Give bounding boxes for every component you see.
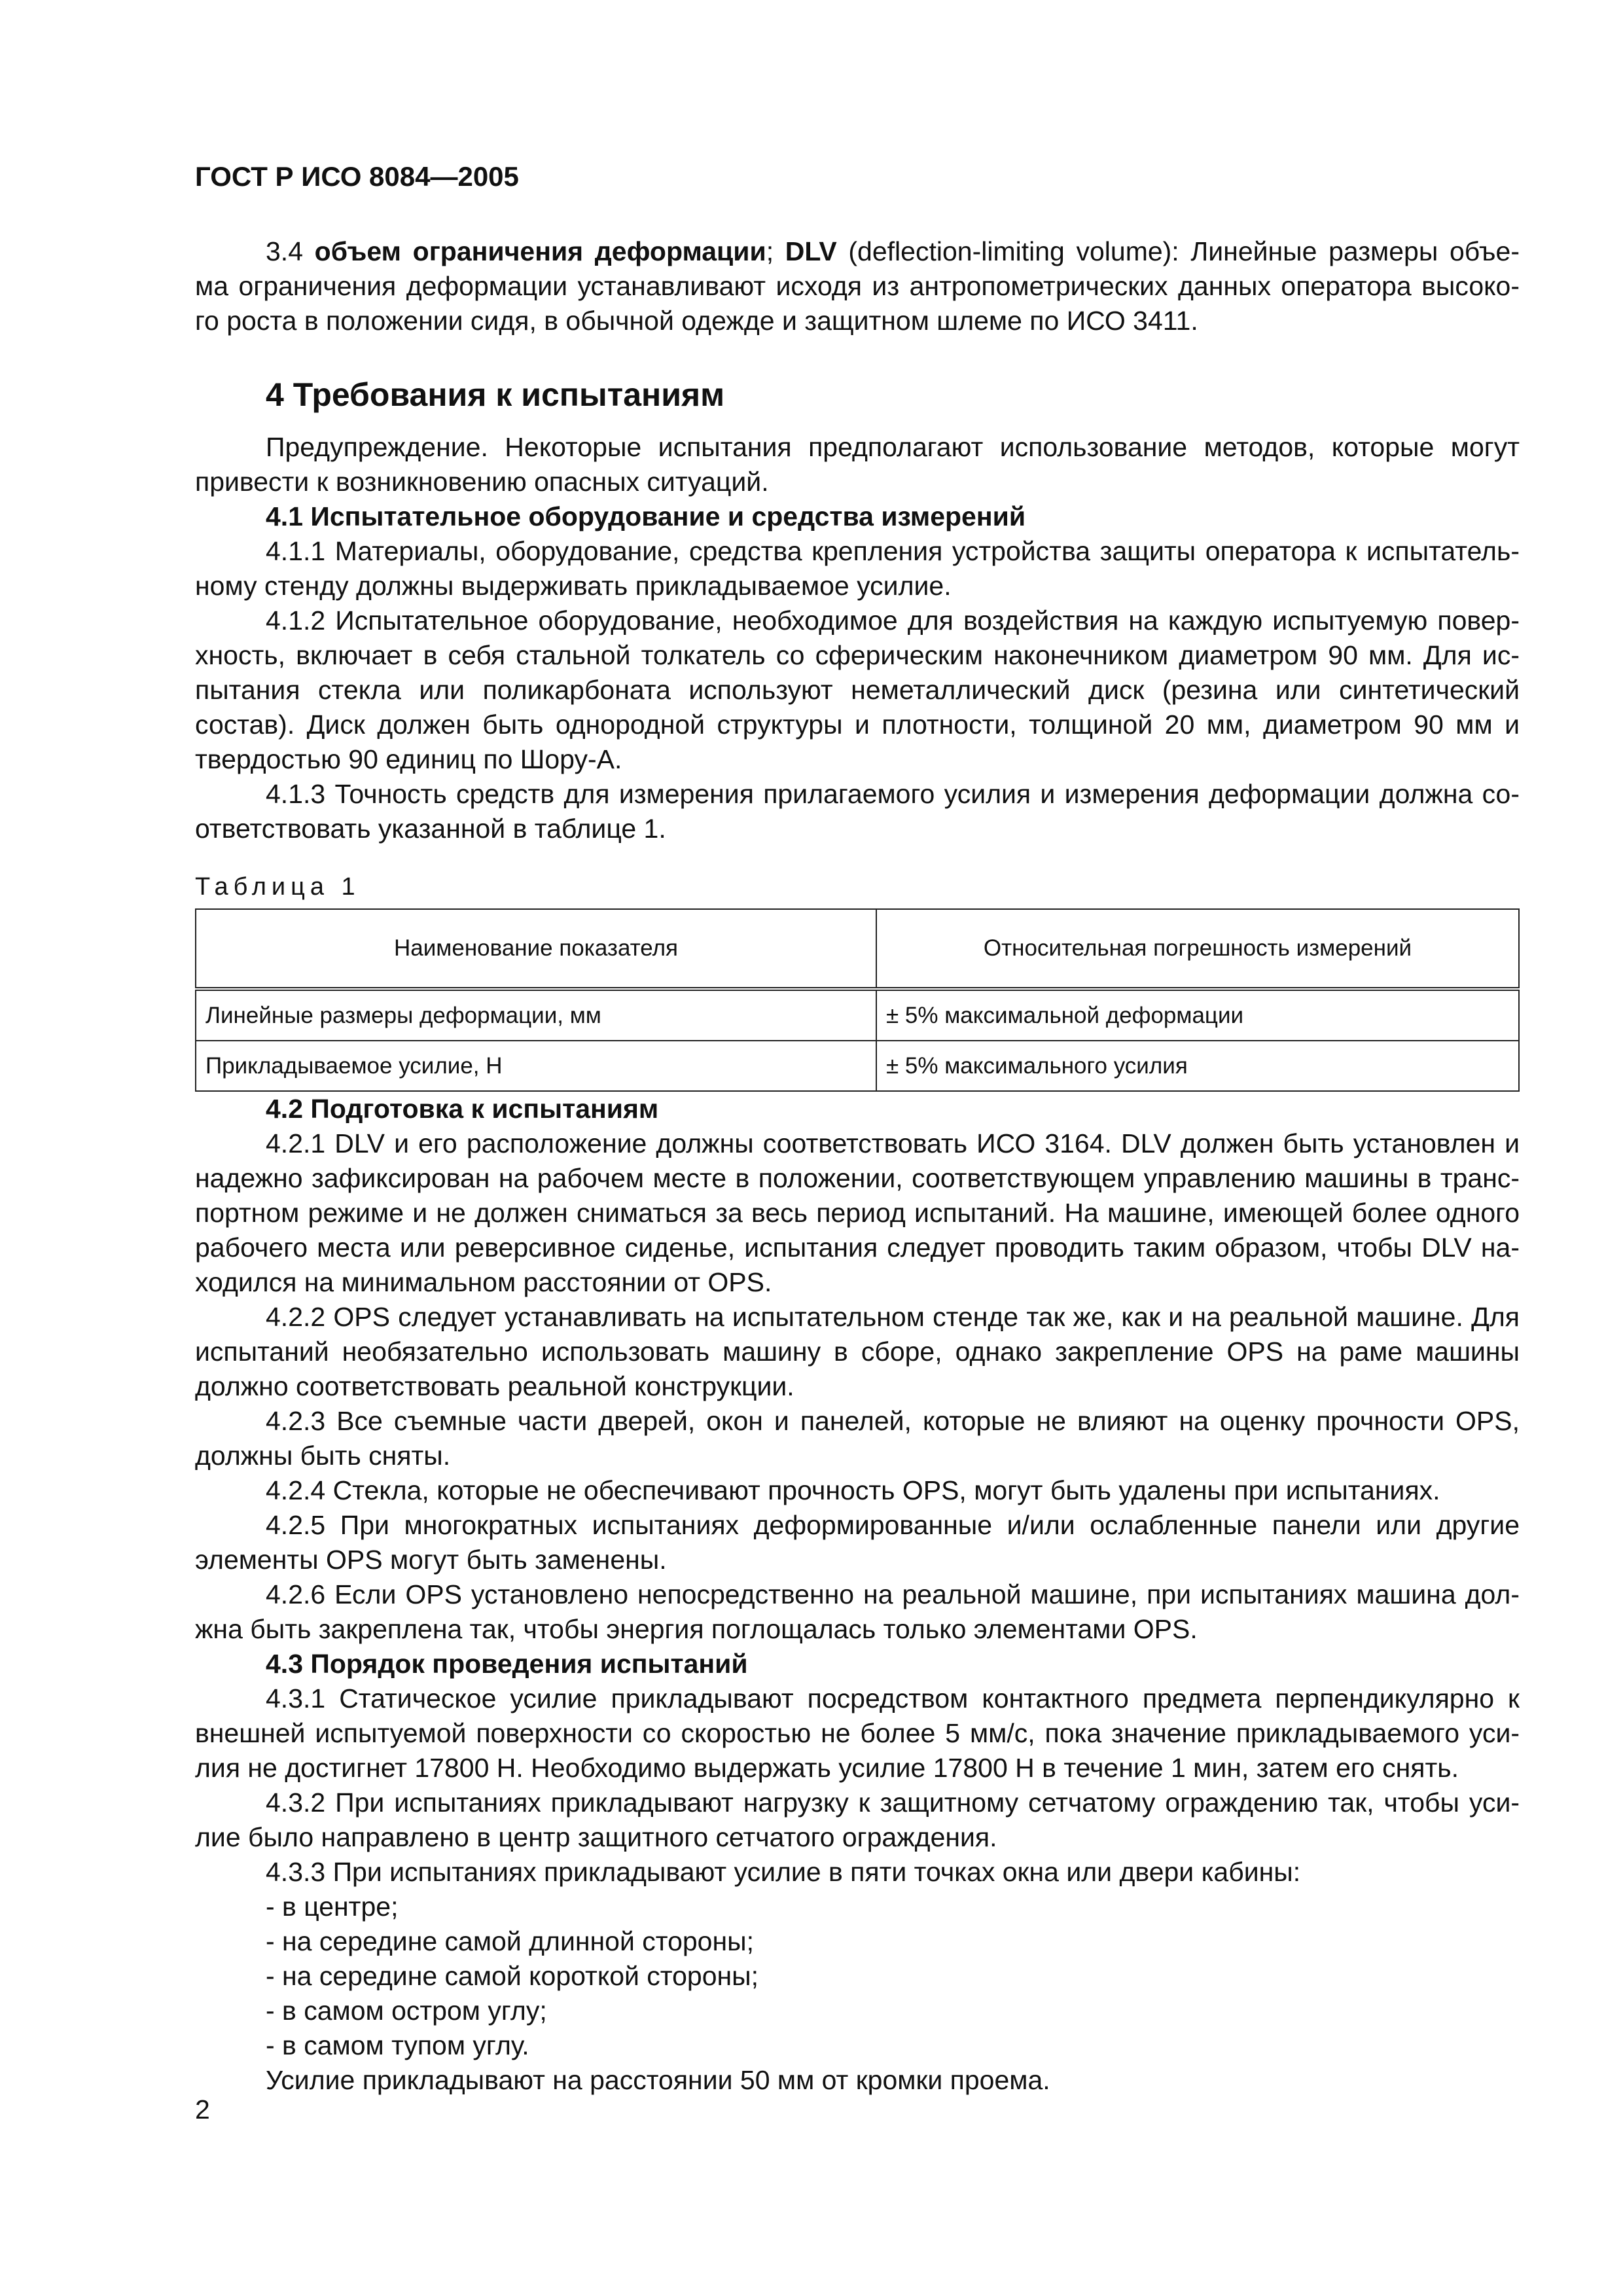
page-number: 2 <box>195 2094 210 2125</box>
separator: ; <box>766 236 785 266</box>
paragraph-line: го роста в положении сидя, в обычной одежде и защитном шлеме по ИСО 3411. <box>195 306 1198 336</box>
list-item: Усилие прикладывают на расстоянии 50 мм от кромки проема. <box>266 2065 1050 2095</box>
definition-start: (deflection-limiting volume): Линейные размеры объе- <box>836 236 1520 266</box>
paragraph-line <box>195 234 1520 269</box>
list-item: - в самом остром углу; <box>266 1996 547 2026</box>
paragraph-line: 4.2.3 Все съемные части дверей, окон и панелей, которые не влияют на оценку прочности OPS, <box>266 1406 1520 1436</box>
subsection-heading: 4.3 Порядок проведения испытаний <box>266 1649 748 1679</box>
table-cell: ± 5% максимальной деформации <box>876 989 1519 1041</box>
paragraph-line: 4.2.1 DLV и его расположение должны соответствовать ИСО 3164. DLV должен быть установлен и <box>266 1128 1520 1158</box>
paragraph <box>195 1855 1520 1890</box>
paragraph-line: хность, включает в себя стальной толкатель со сферическим наконечником диаметром 90 мм. Для ис- <box>195 640 1520 670</box>
paragraph-line: жна быть закреплена так, чтобы энергия поглощалась только элементами OPS. <box>195 1614 1198 1644</box>
subsection-heading: 4.1 Испытательное оборудование и средства измерений <box>266 501 1026 531</box>
paragraph-line: привести к возникновению опасных ситуаций. <box>195 467 769 497</box>
paragraph-line: Предупреждение. Некоторые испытания предполагают использование методов, которые могут <box>266 432 1520 462</box>
list-item: - на середине самой длинной стороны; <box>266 1926 754 1956</box>
table-row <box>196 989 1519 1041</box>
paragraph-line: должны быть сняты. <box>195 1441 451 1471</box>
paragraph-line: лие было направлено в центр защитного сетчатого ограждения. <box>195 1822 997 1852</box>
clause-number: 3.4 <box>266 236 315 266</box>
paragraph <box>195 1300 1520 1404</box>
paragraph-line: ответствовать указанной в таблице 1. <box>195 814 666 844</box>
document-header: ГОСТ Р ИСО 8084—2005 <box>195 161 519 192</box>
subsection-heading: 4.2 Подготовка к испытаниям <box>266 1094 659 1124</box>
term-abbreviation: DLV <box>785 236 837 266</box>
paragraph-line: 4.2.6 Если OPS установлено непосредственно на реальной машине, при испытаниях машина дол- <box>266 1579 1520 1609</box>
paragraph-line: пытания стекла или поликарбоната используют неметаллический диск (резина или синтетический <box>195 675 1520 705</box>
paragraph <box>195 1577 1520 1647</box>
table-1 <box>195 908 1520 1092</box>
paragraph <box>195 1404 1520 1473</box>
paragraph-line: надежно зафиксирован на рабочем месте в положении, соответствующем управлению машины в транс- <box>195 1163 1520 1193</box>
list-item: - в самом тупом углу. <box>266 2030 529 2060</box>
paragraph-line: ма ограничения деформации устанавливают исходя из антропометрических данных оператора высоко- <box>195 271 1520 301</box>
paragraph-line: 4.3.3 При испытаниях прикладывают усилие в пяти точках окна или двери кабины: <box>266 1857 1301 1887</box>
paragraph-line: ходился на минимальном расстоянии от OPS. <box>195 1267 772 1297</box>
paragraph <box>195 1508 1520 1577</box>
paragraph <box>195 1126 1520 1300</box>
term: объем ограничения деформации <box>314 236 766 266</box>
paragraph <box>195 777 1520 846</box>
column-header: Относительная погрешность измерений <box>876 909 1519 989</box>
column-header: Наименование показателя <box>196 909 876 989</box>
paragraph-line: ному стенду должны выдерживать прикладываемое усилие. <box>195 571 952 601</box>
paragraph <box>195 1785 1520 1855</box>
table-cell: Прикладываемое усилие, Н <box>196 1041 876 1091</box>
paragraph-line: элементы OPS могут быть заменены. <box>195 1545 667 1575</box>
paragraph <box>195 1473 1520 1508</box>
paragraph-line: состав). Диск должен быть однородной структуры и плотности, толщиной 20 мм, диаметром 90 мм и <box>195 709 1520 740</box>
table-caption: Таблица 1 <box>195 873 361 901</box>
paragraph-line: 4.3.2 При испытаниях прикладывают нагрузку к защитному сетчатому ограждению так, чтобы уси- <box>266 1787 1520 1818</box>
paragraph <box>195 430 1520 499</box>
paragraph-line: твердостью 90 единиц по Шору-А. <box>195 744 622 774</box>
paragraph-line: 4.1.2 Испытательное оборудование, необходимое для воздействия на каждую испытуемую повер- <box>266 605 1520 636</box>
table-cell: ± 5% максимального усилия <box>876 1041 1519 1091</box>
list-item: - в центре; <box>266 1892 399 1922</box>
list-item: - на середине самой короткой стороны; <box>266 1961 759 1991</box>
table-row <box>196 1041 1519 1091</box>
paragraph-line: 4.3.1 Статическое усилие прикладывают посредством контактного предмета перпендикулярно к <box>266 1683 1520 1713</box>
paragraph-line: лия не достигнет 17800 Н. Необходимо выдержать усилие 17800 Н в течение 1 мин, затем его снять. <box>195 1753 1459 1783</box>
paragraph-line: должно соответствовать реальной конструкции. <box>195 1371 794 1401</box>
section-heading: 4 Требования к испытаниям <box>266 376 725 413</box>
paragraph-3-4 <box>195 234 1520 338</box>
paragraph-line: рабочего места или реверсивное сиденье, испытания следует проводить таким образом, чтобы DLV на- <box>195 1232 1520 1263</box>
paragraph <box>195 603 1520 777</box>
paragraph-line: 4.1.3 Точность средств для измерения прилагаемого усилия и измерения деформации должна со- <box>266 779 1520 809</box>
paragraph-line: 4.2.4 Стекла, которые не обеспечивают прочность OPS, могут быть удалены при испытаниях. <box>266 1475 1440 1505</box>
paragraph-line: 4.2.2 OPS следует устанавливать на испытательном стенде так же, как и на реальной машине. Для <box>266 1302 1520 1332</box>
document-body <box>195 234 1520 2098</box>
paragraph-line: 4.1.1 Материалы, оборудование, средства крепления устройства защиты оператора к испытатель- <box>266 536 1520 566</box>
table-cell: Линейные размеры деформации, мм <box>196 989 876 1041</box>
paragraph <box>195 1681 1520 1785</box>
paragraph-line: внешней испытуемой поверхности со скоростью не более 5 мм/с, пока значение прикладываемого уси- <box>195 1718 1520 1748</box>
table-header-row <box>196 909 1519 989</box>
paragraph-line: 4.2.5 При многократных испытаниях деформированные и/или ослабленные панели или другие <box>266 1510 1520 1540</box>
paragraph-line: портном режиме и не должен сниматься за весь период испытаний. На машине, имеющей более одного <box>195 1198 1520 1228</box>
paragraph-line: испытаний необязательно использовать машину в сборе, однако закрепление OPS на раме машины <box>195 1336 1520 1367</box>
paragraph <box>195 534 1520 603</box>
